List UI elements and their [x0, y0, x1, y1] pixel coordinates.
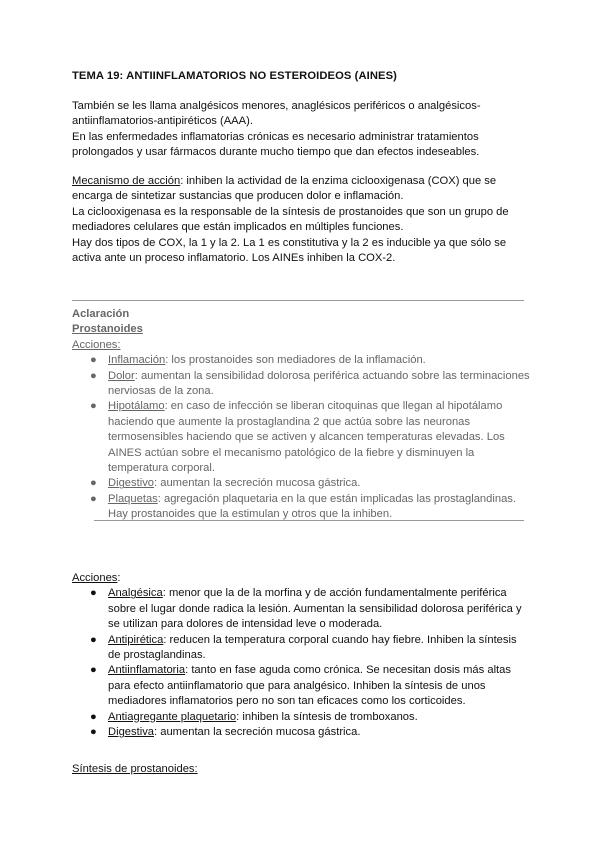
item-term: Antipirética [108, 633, 164, 646]
item-term: Digestivo [108, 477, 155, 490]
actions-section [72, 571, 532, 740]
list-item [72, 725, 532, 740]
list-item [72, 399, 532, 476]
item-text: : aumentan la sensibilidad dolorosa periférica actuando sobre las terminaciones nerviosas de la zona. [108, 369, 530, 398]
item-text: : agregación plaquetaria en la que están implicadas las prostaglandinas. Hay prostanoides que la estimulan y otros que la inhiben. [108, 492, 517, 521]
item-text: : reducen la temperatura corporal cuando hay fiebre. Inhiben la síntesis de prostaglandinas. [108, 633, 517, 662]
item-term: Hipotálamo [108, 400, 165, 413]
mechanism-paragraph [72, 174, 532, 205]
actions-heading [72, 571, 532, 586]
synthesis-colon: : [194, 763, 198, 775]
item-text: : tanto en fase aguda como crónica. Se necesitan dosis más altas para efecto antiinflamatorio que para analgésico. Inhiben la síntesis de unos mediadores inflamatorios pero no son tan eficaces como los corticoides. [108, 664, 511, 708]
bullet-icon: ● [90, 354, 97, 367]
mechanism-paragraph-3: Hay dos tipos de COX, la 1 y la 2. La 1 es constitutiva y la 2 es inducible ya que sólo se activa ante un proceso inflamatorio. Los AINEs inhiben la COX-2. [72, 236, 507, 265]
prostanoid-actions-label: Acciones: [72, 338, 121, 351]
item-text: : aumentan la secreción mucosa gástrica. [154, 477, 361, 490]
list-item [72, 586, 532, 632]
prostanoids-heading: Prostanoides [72, 323, 143, 336]
intro-section [72, 99, 532, 161]
clarification-heading: Aclaración [72, 308, 130, 320]
item-term: Dolor [108, 369, 135, 382]
prostanoid-actions-list [72, 353, 532, 522]
bullet-icon: ● [90, 492, 97, 505]
list-item [72, 710, 532, 725]
page-title: TEMA 19: ANTIINFLAMATORIOS NO ESTEROIDEOS (AINES) [72, 70, 397, 82]
item-term: Antiinflamatoria [108, 664, 186, 677]
divider-top [72, 300, 524, 301]
mechanism-paragraph-2: La ciclooxigenasa es la responsable de la síntesis de prostanoides que son un grupo de mediadores celulares que están implicados en múltiples funciones. [72, 205, 509, 234]
bullet-icon: ● [90, 710, 97, 723]
list-item [72, 476, 532, 491]
mechanism-section [72, 174, 532, 266]
item-text: : aumentan la secreción mucosa gástrica. [154, 726, 361, 739]
bullet-icon: ● [90, 369, 97, 382]
actions-colon: : [117, 572, 121, 584]
item-term: Plaquetas [108, 492, 158, 505]
list-item [72, 492, 532, 523]
intro-paragraph-1: También se les llama analgésicos menores, anaglésicos periféricos o analgésicos-antiinflamatorios-antipiréticos (AAA). [72, 100, 481, 128]
actions-label: Acciones [72, 572, 118, 584]
item-text: : los prostanoides son mediadores de la inflamación. [165, 354, 426, 367]
item-term: Antiagregante plaquetario [108, 710, 237, 723]
synthesis-label: Síntesis de prostanoides [72, 763, 195, 775]
bullet-icon: ● [90, 726, 97, 739]
bullet-icon: ● [90, 664, 97, 677]
bullet-icon: ● [90, 587, 97, 600]
synthesis-section [72, 762, 532, 777]
intro-paragraph-2: En las enfermedades inflamatorias crónicas es necesario administrar tratamientos prolongados y usar fármacos durante mucho tiempo que dan efectos indeseables. [72, 130, 480, 159]
item-term: Analgésica [108, 587, 163, 600]
item-term: Inflamación [108, 354, 166, 367]
mechanism-label: Mecanismo de acción [72, 175, 181, 187]
clarification-box [72, 307, 532, 523]
bullet-icon: ● [90, 477, 97, 490]
item-text: : inhiben la síntesis de tromboxanos. [236, 710, 418, 723]
list-item [72, 633, 532, 664]
list-item [72, 353, 532, 368]
bullet-icon: ● [90, 633, 97, 646]
list-item [72, 369, 532, 400]
list-item [72, 663, 532, 709]
item-term: Digestiva [108, 726, 155, 739]
synthesis-heading [72, 762, 532, 777]
bullet-icon: ● [90, 400, 97, 413]
item-text: : menor que la de la morfina y de acción fundamentalmente periférica sobre el lugar donde radica la lesión. Aumentan la sensibilidad dolorosa periférica y se utilizan para dolores de intensidad leve o moderada. [108, 587, 522, 631]
mechanism-text: : inhiben la actividad de la enzima ciclooxigenasa (COX) que se encarga de sintetizar sustancias que producen dolor e inflamación. [72, 175, 497, 203]
item-text: : en caso de infección se liberan citoquinas que llegan al hipotálamo haciendo que aumente la prostaglandina 2 que actúa sobre las neuronas termosensibles haciendo que se activen y alcancen temperaturas elevadas. Los AINES actúan sobre el mecanismo patológico de la fiebre y disminuyen la temperatura corporal. [108, 400, 505, 475]
divider-bottom [94, 520, 524, 521]
actions-list [72, 586, 532, 740]
